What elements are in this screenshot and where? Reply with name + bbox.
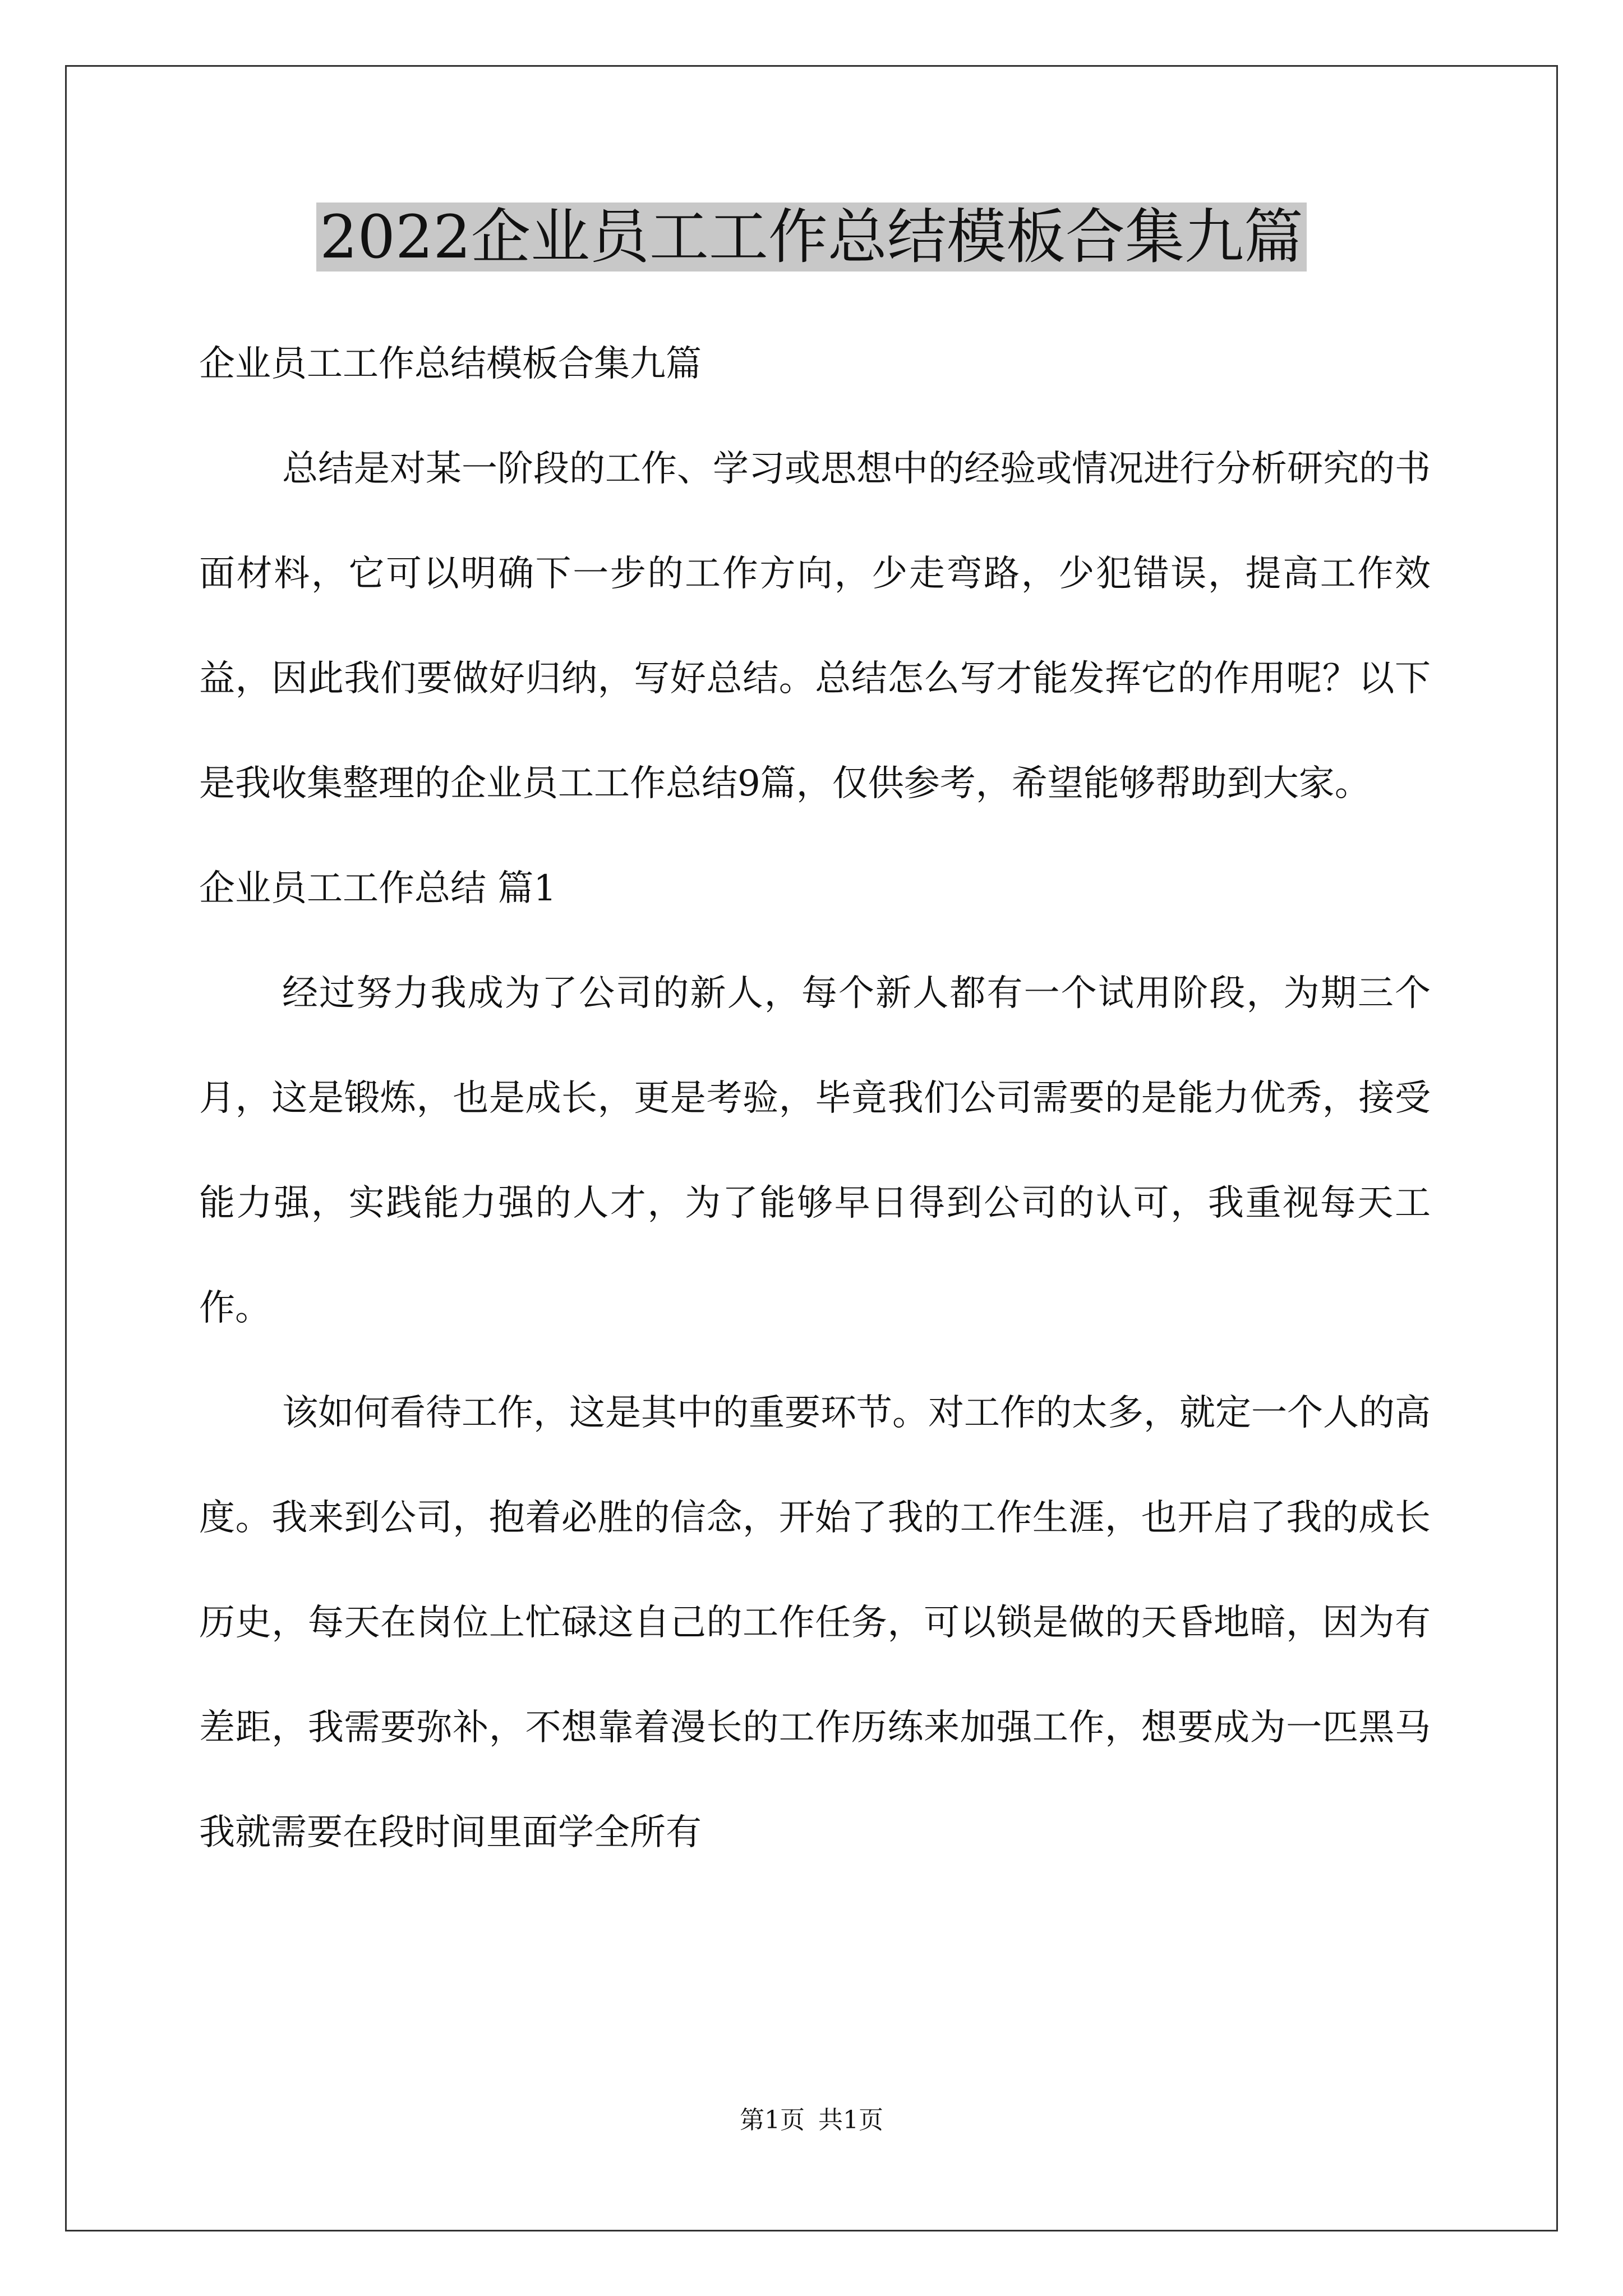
page-total: 共1页 <box>818 2106 883 2134</box>
document-title-text: 2022企业员工工作总结模板合集九篇 <box>316 203 1307 272</box>
section-heading-1: 企业员工工作总结 篇1 <box>199 868 557 909</box>
paragraph-body-2: 该如何看待工作，这是其中的重要环节。对工作的太多，就定一个人的高度。我来到公司，抱着必胜的信念，开始了我的工作生涯，也开启了我的成长历史，每天在岗位上忙碌这自己的工作任务，可以锁是做的天昏地暗，因为有差距，我需要弥补，不想靠着漫长的工作历练来加强工作，想要成为一匹黑马我就需要在段时间里面学全所有 <box>199 1392 1431 1853</box>
page-number: 第1页 <box>740 2106 805 2134</box>
paragraph-subtitle: 企业员工工作总结模板合集九篇 <box>199 343 702 385</box>
paragraph-intro: 总结是对某一阶段的工作、学习或思想中的经验或情况进行分析研究的书面材料，它可以明确下一步的工作方向，少走弯路，少犯错误，提高工作效益，因此我们要做好归纳，写好总结。总结怎么写才能发挥它的作用呢？以下是我收集整理的企业员工工作总结9篇，仅供参考，希望能够帮助到大家。 <box>199 448 1431 804</box>
document-title <box>0 201 1623 274</box>
page-footer <box>0 2104 1623 2137</box>
paragraph-body-1: 经过努力我成为了公司的新人，每个新人都有一个试用阶段，为期三个月，这是锻炼，也是成长，更是考验，毕竟我们公司需要的是能力优秀，接受能力强，实践能力强的人才，为了能够早日得到公司的认可，我重视每天工作。 <box>199 973 1431 1329</box>
document-body <box>199 312 1431 1885</box>
